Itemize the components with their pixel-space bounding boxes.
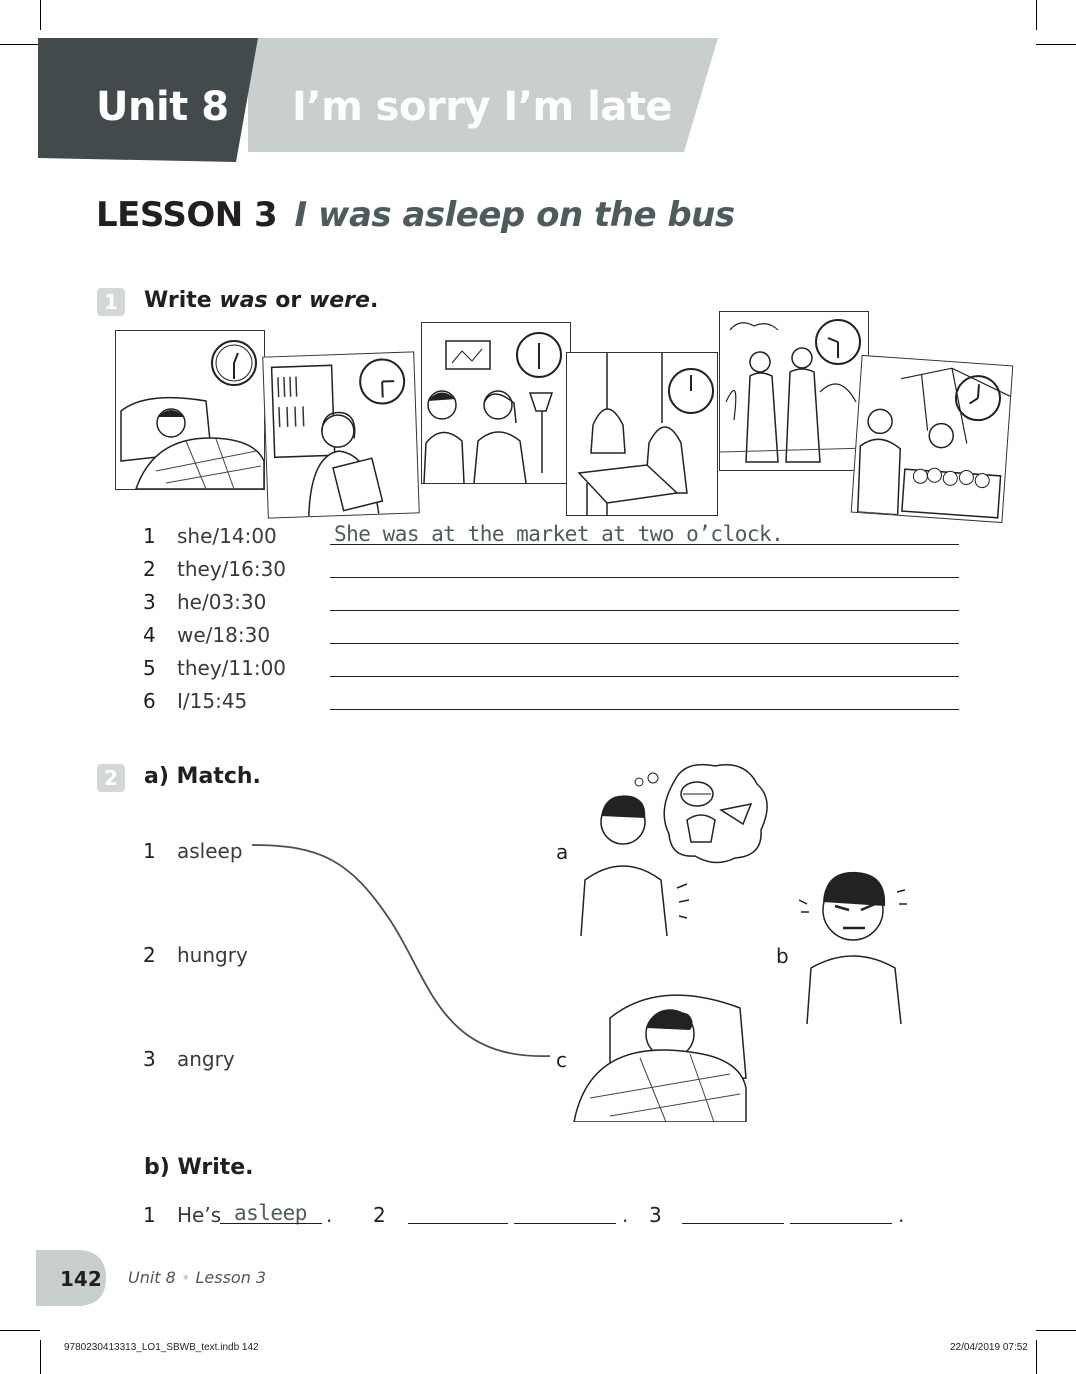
exercise-1-instruction: Write was or were. bbox=[144, 288, 379, 313]
row-number: 6 bbox=[143, 689, 156, 713]
row-number: 1 bbox=[143, 524, 156, 548]
picture-girl-reading bbox=[262, 351, 420, 518]
lesson-heading bbox=[96, 195, 735, 235]
answer-text[interactable]: She was at the market at two o’clock. bbox=[334, 522, 784, 546]
match-word-asleep[interactable]: asleep bbox=[177, 839, 243, 863]
row-number: 5 bbox=[143, 656, 156, 680]
row-number: 3 bbox=[143, 590, 156, 614]
lesson-title: I was asleep on the bus bbox=[294, 195, 735, 235]
exercise-2a-title: a) Match. bbox=[144, 764, 261, 789]
crop-mark bbox=[0, 1330, 40, 1331]
answer-line[interactable] bbox=[330, 610, 959, 611]
match-number: 1 bbox=[143, 839, 156, 863]
illustration-sleeping-boy bbox=[570, 978, 750, 1122]
write-number: 1 bbox=[143, 1203, 156, 1227]
picture-boy-and-girl bbox=[421, 322, 571, 484]
row-number: 4 bbox=[143, 623, 156, 647]
answer-line[interactable] bbox=[330, 577, 959, 578]
picture-woman-at-market bbox=[851, 355, 1014, 523]
crop-mark bbox=[40, 1340, 41, 1374]
row-cue: I/15:45 bbox=[177, 689, 248, 713]
lesson-number: LESSON 3 bbox=[96, 195, 278, 235]
unit-title: I’m sorry I’m late bbox=[292, 84, 673, 130]
write-dot: . bbox=[326, 1203, 333, 1227]
unit-label: Unit 8 bbox=[96, 84, 229, 130]
page-number: 142 bbox=[60, 1267, 102, 1291]
answer-line[interactable] bbox=[514, 1223, 616, 1224]
match-letter-c: c bbox=[556, 1048, 567, 1072]
answer-line[interactable] bbox=[330, 676, 959, 677]
match-letter-a: a bbox=[556, 840, 569, 864]
row-cue: we/18:30 bbox=[177, 623, 271, 647]
illustration-angry-boy bbox=[795, 864, 945, 1024]
answer-line[interactable] bbox=[790, 1223, 892, 1224]
row-cue: he/03:30 bbox=[177, 590, 267, 614]
row-cue: they/11:00 bbox=[177, 656, 287, 680]
row-number: 2 bbox=[143, 557, 156, 581]
answer-line[interactable] bbox=[330, 709, 959, 710]
exercise-1-badge: 1 bbox=[97, 288, 125, 316]
print-slug-date: 22/04/2019 07:52 bbox=[950, 1342, 1028, 1353]
write-number: 3 bbox=[649, 1203, 662, 1227]
write-dot: . bbox=[898, 1203, 905, 1227]
answer-line[interactable] bbox=[330, 544, 959, 545]
match-letter-b: b bbox=[776, 944, 789, 968]
print-slug-file: 9780230413313_LO1_SBWB_text.indb 142 bbox=[64, 1342, 259, 1353]
crop-mark bbox=[1036, 1340, 1037, 1374]
illustration-hungry-boy bbox=[575, 760, 775, 936]
picture-two-men-walking bbox=[719, 311, 869, 471]
exercise-2b-title: b) Write. bbox=[144, 1155, 254, 1180]
picture-boy-sleeping bbox=[115, 330, 265, 490]
row-cue: she/14:00 bbox=[177, 524, 277, 548]
answer-line[interactable] bbox=[330, 643, 959, 644]
row-cue: they/16:30 bbox=[177, 557, 287, 581]
exercise-2-badge: 2 bbox=[97, 764, 125, 792]
match-number: 3 bbox=[143, 1047, 156, 1071]
match-word-hungry[interactable]: hungry bbox=[177, 943, 248, 967]
answer-line[interactable] bbox=[408, 1223, 508, 1224]
match-word-angry[interactable]: angry bbox=[177, 1047, 235, 1071]
answer-line[interactable] bbox=[682, 1223, 784, 1224]
answer-line[interactable] bbox=[220, 1223, 322, 1224]
write-prefix: He’s bbox=[177, 1203, 222, 1227]
match-number: 2 bbox=[143, 943, 156, 967]
write-number: 2 bbox=[373, 1203, 386, 1227]
footer-unit-lesson: Unit 8 • Lesson 3 bbox=[128, 1268, 267, 1287]
crop-mark bbox=[1036, 1330, 1076, 1331]
write-answer-1[interactable]: asleep bbox=[234, 1201, 307, 1225]
write-dot: . bbox=[622, 1203, 629, 1227]
picture-students-in-class bbox=[566, 352, 718, 516]
match-line bbox=[240, 830, 570, 1070]
